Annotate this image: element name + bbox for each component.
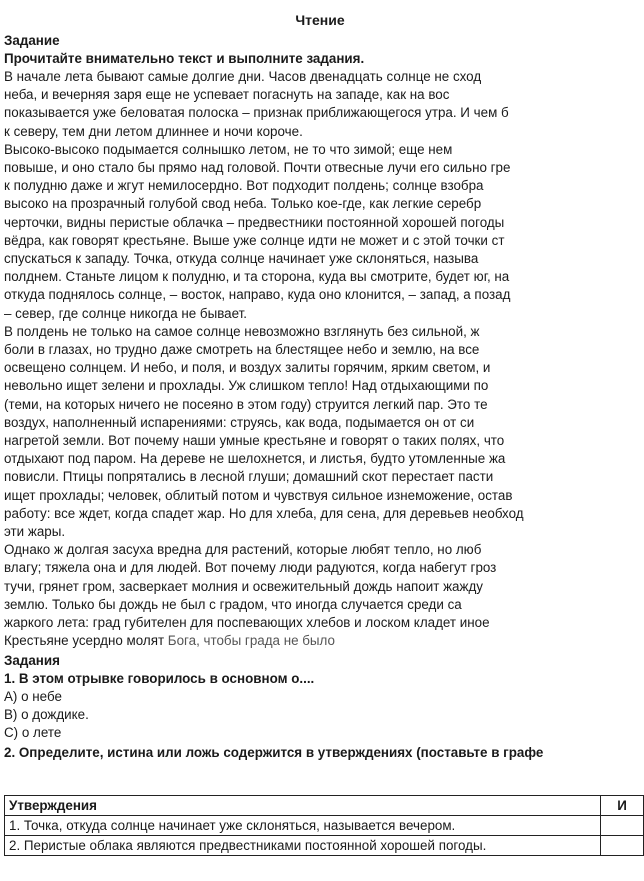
text-line: – север, где солнце никогда не бывает. bbox=[4, 305, 247, 321]
text-line: ищет прохлады; человек, облитый потом и чувствуя сильное изнеможение, остав bbox=[4, 487, 513, 503]
text-line bbox=[4, 632, 335, 650]
text-line: невольно ищет зелени и прохлады. Уж слишком тепло! Над отдыхающими по bbox=[4, 378, 489, 394]
answer-option-a: A) о небе bbox=[4, 689, 62, 704]
section-heading: Задание bbox=[4, 33, 60, 48]
instruction-text: Прочитайте внимательно текст и выполните задания. bbox=[4, 51, 365, 66]
statement-1: 1. Точка, откуда солнце начинает уже склоняться, называется вечером. bbox=[5, 816, 601, 836]
text-line: откуда поднялось солнце, – восток, направо, куда оно клонится, – запад, а позад bbox=[4, 287, 511, 303]
text-line: повыше, и оно стало бы прямо над головой. Почти отвесные лучи его сильно гре bbox=[4, 160, 511, 175]
text-line: работу: все ждет, когда спадет жар. Но для хлеба, для сена, для деревьев необход bbox=[4, 505, 524, 521]
statements-table bbox=[4, 795, 644, 856]
question-1: 1. В этом отрывке говорилось в основном о.... bbox=[4, 671, 315, 686]
text-line: освещено солнцем. И небо, и поля, и воздух залиты горячим, ярким светом, и bbox=[4, 360, 491, 376]
text-line: влагу; тяжела она и для людей. Вот почему люди радуются, когда набегут гроз bbox=[4, 560, 497, 576]
text-line: В начале лета бывают самые долгие дни. Часов двенадцать солнце не сход bbox=[4, 69, 482, 84]
page-title: Чтение bbox=[295, 12, 345, 28]
text-line: воздух, наполненный испарениями: струясь, как вода, подымается он от си bbox=[4, 414, 475, 430]
text-line: к северу, тем дни летом длиннее и ночи короче. bbox=[4, 123, 303, 139]
statement-2: 2. Перистые облака являются предвестниками постоянной хорошей погоды. bbox=[5, 836, 601, 856]
answer-option-c: C) о лете bbox=[4, 725, 62, 740]
text-line: полднем. Станьте лицом к полудню, и та сторона, куда вы смотрите, будет юг, на bbox=[4, 269, 510, 285]
text-line: нагретой земли. Вот почему наши умные крестьяне и говорят о таких полях, что bbox=[4, 433, 505, 448]
text-line: к полудню даже и жгут немилосердно. Вот подходит полдень; солнце взобра bbox=[4, 178, 484, 194]
text-line-start: Крестьяне усердно молят bbox=[4, 633, 168, 649]
header-true: И bbox=[601, 796, 644, 816]
text-line: землю. Только бы дождь не был с градом, что иногда случается среди са bbox=[4, 596, 462, 612]
text-line: спускаться к западу. Точка, откуда солнце начинает уже склоняться, называ bbox=[4, 251, 479, 266]
text-line: высоко на прозрачный голубой свод неба. Только кое-где, как легкие серебр bbox=[4, 196, 482, 212]
answer-cell-2[interactable] bbox=[601, 836, 644, 856]
table-header-row bbox=[5, 796, 644, 816]
text-line: (теми, на которых ничего не посеяно в этом году) струится легкий пар. Это те bbox=[4, 396, 488, 412]
text-line: эти жары. bbox=[4, 524, 66, 539]
text-line: отдыхают под паром. На дереве не шелохнется, и листья, будто утомленные жа bbox=[4, 451, 506, 467]
faded-text: Бога, чтобы града не было bbox=[167, 633, 335, 649]
text-line: боли в глазах, но трудно даже смотреть на блестящее небо и землю, на все bbox=[4, 342, 480, 357]
text-line: жаркого лета: град губителен для поспевающих хлебов и лоском кладет иное bbox=[4, 615, 490, 630]
text-line: Однако ж долгая засуха вредна для растений, которые любят тепло, но люб bbox=[4, 542, 482, 558]
text-line: вёдра, как говорят крестьяне. Выше уже солнце идти не может и с этой точки ст bbox=[4, 232, 505, 248]
table-row bbox=[5, 836, 644, 856]
table-row bbox=[5, 816, 644, 836]
header-statements: Утверждения bbox=[5, 796, 601, 816]
tasks-heading: Задания bbox=[4, 653, 60, 668]
text-line: показывается уже беловатая полоска – признак приближающегося утра. И чем б bbox=[4, 105, 509, 121]
text-line: черточки, видны перистые облачка – предвестники постоянной хорошей погоды bbox=[4, 214, 505, 230]
text-line: неба, и вечерняя заря еще не успевает погаснуть на западе, как на вос bbox=[4, 87, 450, 103]
text-line: В полдень не только на самое солнце невозможно взглянуть без сильной, ж bbox=[4, 323, 480, 339]
text-line: повисли. Птицы попрятались в лесной глуши; домашний скот перестает пасти bbox=[4, 469, 494, 485]
answer-cell-1[interactable] bbox=[601, 816, 644, 836]
question-2: 2. Определите, истина или ложь содержится в утверждениях (поставьте в графе bbox=[4, 745, 544, 760]
text-line: Высоко-высоко подымается солнышко летом, не то что зимой; еще нем bbox=[4, 141, 453, 157]
answer-option-b: B) о дождике. bbox=[4, 707, 89, 722]
text-line: тучи, грянет гром, засверкает молния и освежительный дождь напоит жажду bbox=[4, 578, 483, 594]
